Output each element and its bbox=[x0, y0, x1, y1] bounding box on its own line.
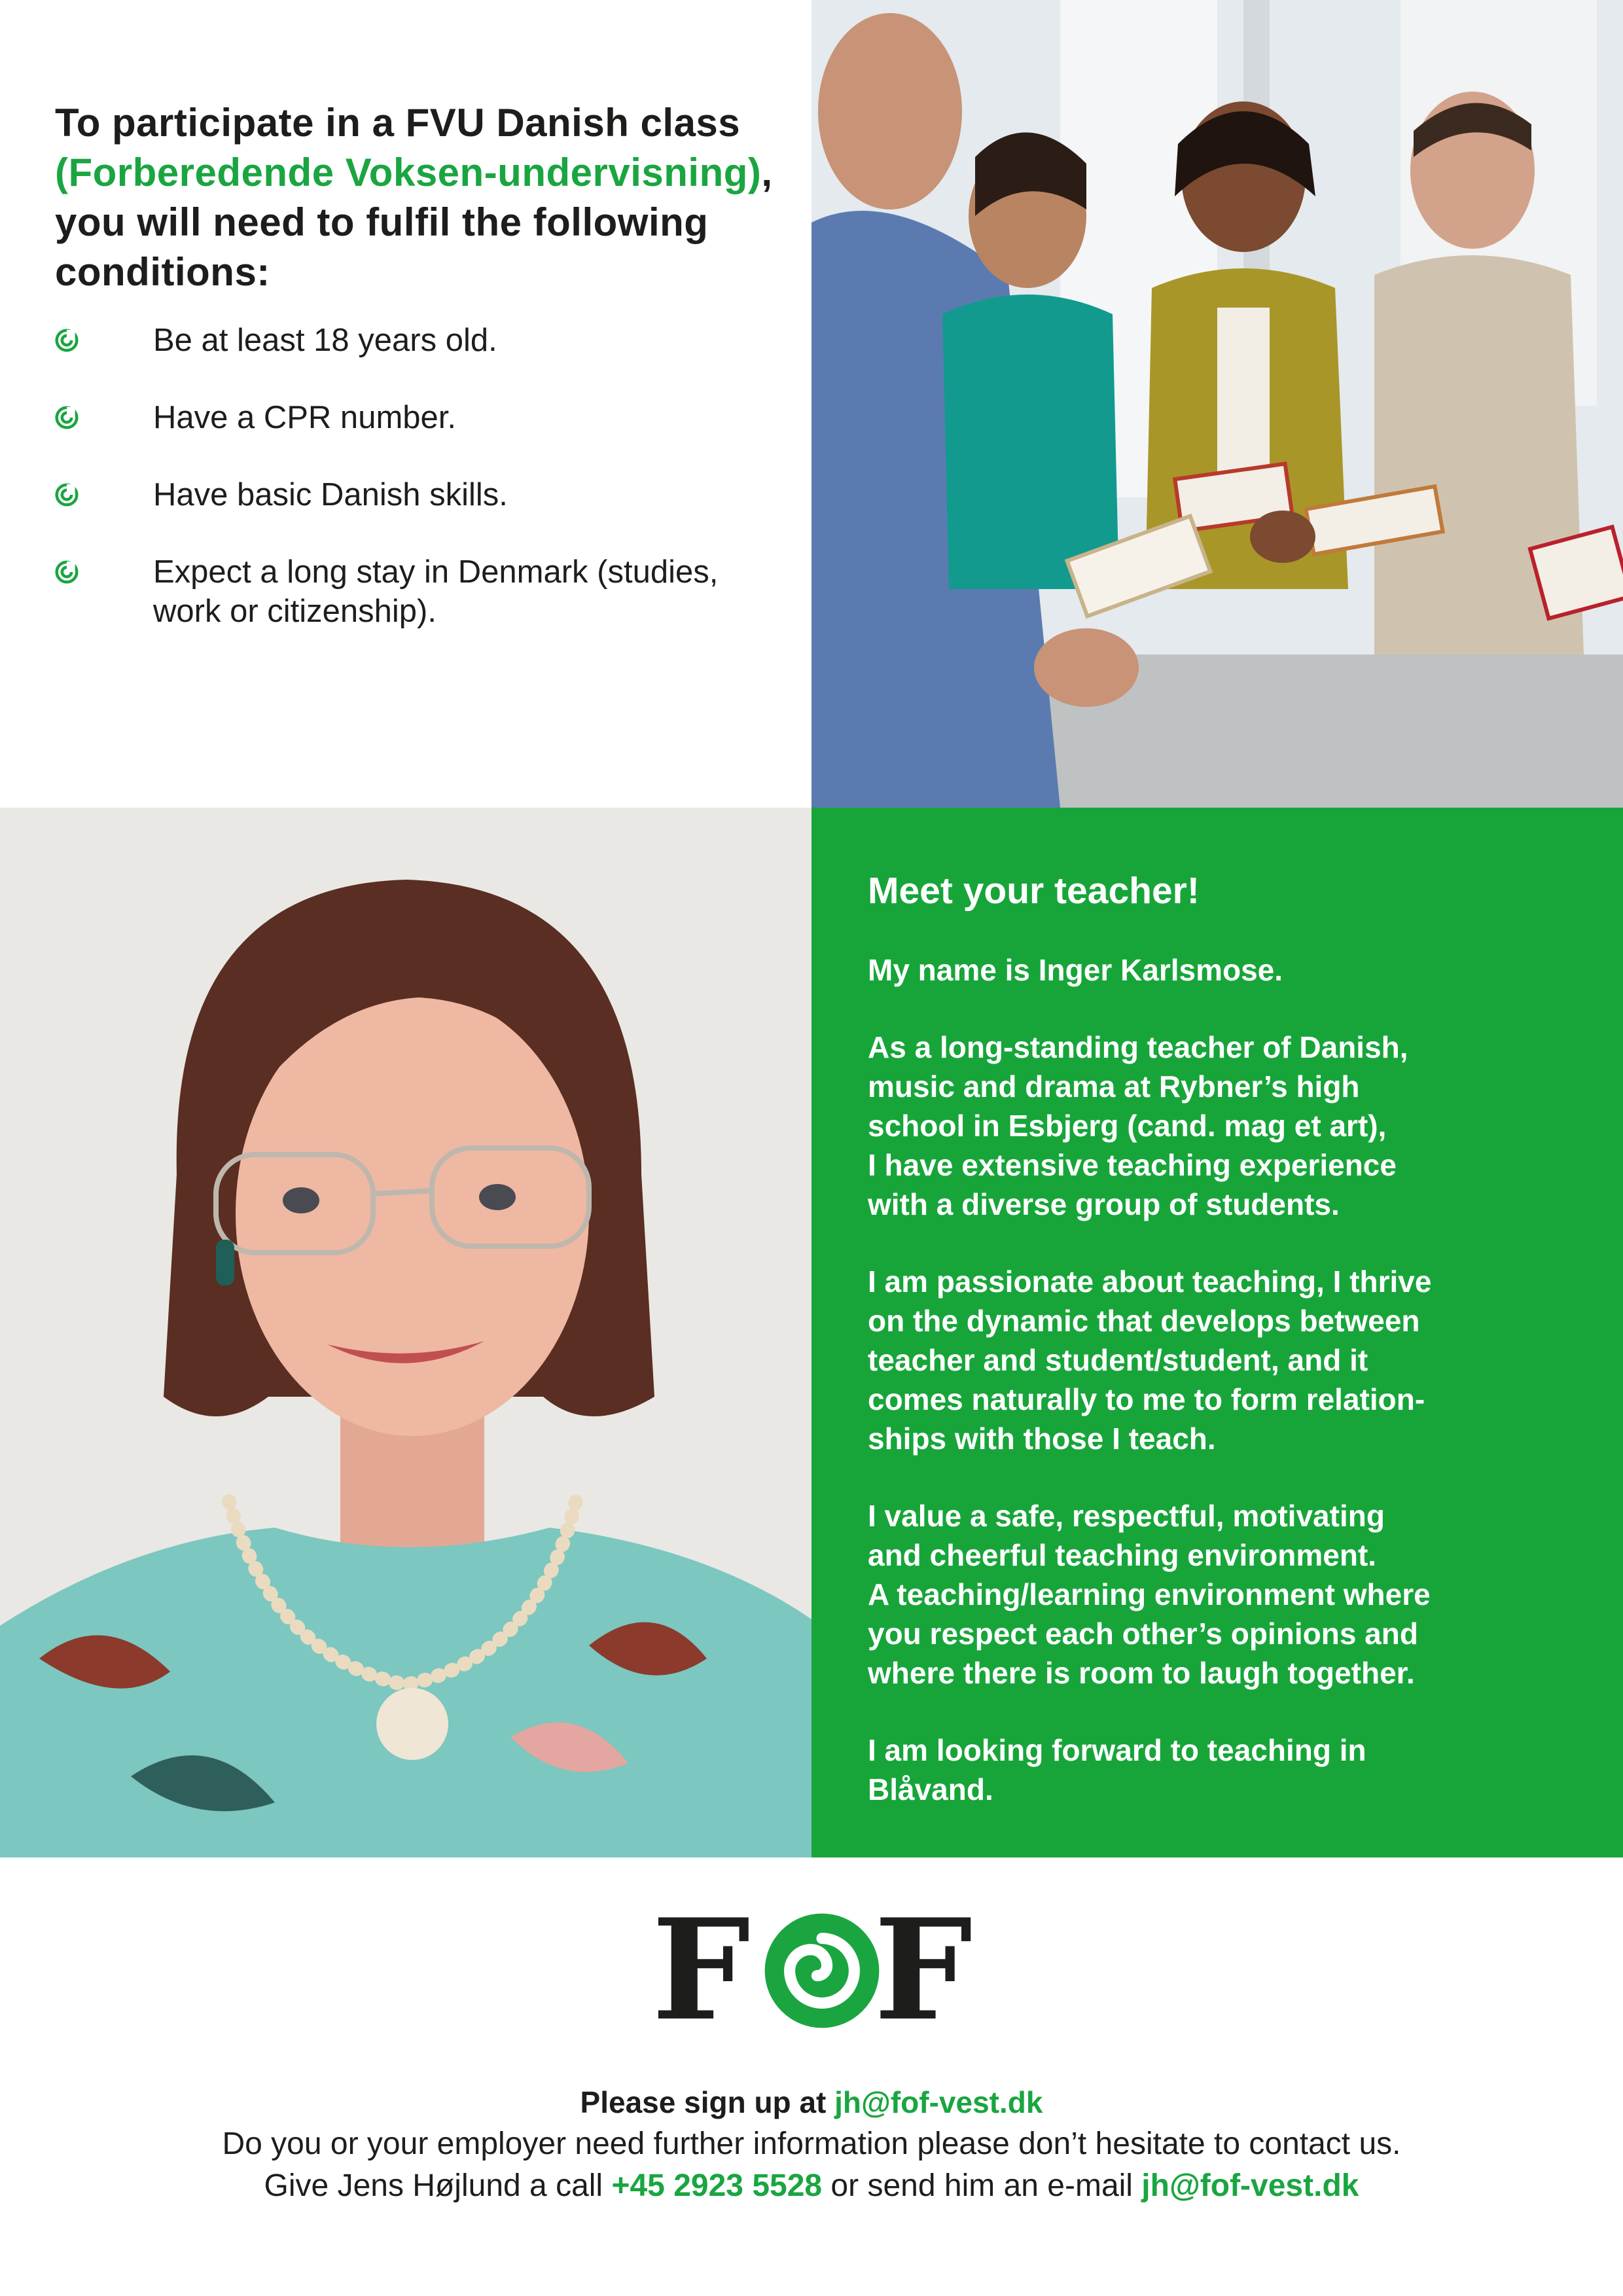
heading-text-2: , you will need to fulfil the following conditions: bbox=[55, 151, 773, 294]
requirement-item bbox=[55, 321, 788, 360]
swirl-bullet-icon bbox=[55, 329, 79, 352]
info-line: Do you or your employer need further information please don’t hesitate to contact us. bbox=[222, 2126, 1401, 2161]
conditions-section bbox=[55, 98, 788, 669]
contact-email-link[interactable]: jh@fof-vest.dk bbox=[1141, 2168, 1359, 2203]
teacher-paragraph: I am looking forward to teaching in Blåvand. bbox=[868, 1733, 1366, 1806]
teacher-info-panel bbox=[812, 808, 1623, 1857]
requirement-text: Expect a long stay in Denmark (studies, work or citizenship). bbox=[153, 554, 719, 629]
portrait-illustration bbox=[0, 808, 812, 1857]
requirements-list bbox=[55, 321, 788, 631]
group-study-photo bbox=[812, 0, 1623, 808]
signup-email-link[interactable]: jh@fof-vest.dk bbox=[834, 2085, 1043, 2119]
swirl-bullet-icon bbox=[55, 483, 79, 507]
conditions-heading bbox=[55, 98, 788, 297]
logo-letter-left: F bbox=[652, 1888, 751, 2051]
teacher-paragraph: My name is Inger Karlsmose. bbox=[868, 953, 1283, 987]
teacher-paragraph: I value a safe, respectful, motivating and cheerful teaching environment. A teaching/learning environment where you respect each other’s opinions and where there is room to laugh together. bbox=[868, 1499, 1431, 1690]
teacher-title: Meet your teacher! bbox=[868, 870, 1200, 912]
phone-link[interactable]: +45 2923 5528 bbox=[611, 2168, 823, 2203]
signup-line bbox=[0, 2081, 1623, 2123]
requirement-text: Have a CPR number. bbox=[153, 400, 456, 435]
teacher-portrait-photo bbox=[0, 808, 812, 1857]
signup-prefix: Please sign up at bbox=[580, 2085, 835, 2119]
logo-letter-right: F bbox=[874, 1888, 972, 2051]
swirl-icon bbox=[760, 1909, 884, 2033]
contact-footer bbox=[0, 2081, 1623, 2207]
requirement-text: Be at least 18 years old. bbox=[153, 323, 497, 358]
fof-logo bbox=[652, 1888, 972, 2051]
heading-text-1: To participate in a FVU Danish class bbox=[55, 101, 741, 145]
requirement-item bbox=[55, 552, 788, 631]
heading-highlight: (Forberedende Voksen-undervisning) bbox=[55, 151, 762, 194]
teacher-paragraph: As a long-standing teacher of Danish, music and drama at Rybner’s high school in Esbjerg (cand. mag et art), I have extensive teaching experience with a diverse group of students. bbox=[868, 1030, 1408, 1221]
teacher-paragraph: I am passionate about teaching, I thrive on the dynamic that develops between teacher and student/student, and it comes naturally to me to form relation- ships with those I teach. bbox=[868, 1265, 1432, 1456]
swirl-bullet-icon bbox=[55, 560, 79, 584]
requirement-item bbox=[55, 398, 788, 437]
call-middle: or send him an e-mail bbox=[822, 2168, 1142, 2203]
requirement-item bbox=[55, 475, 788, 514]
call-line bbox=[0, 2165, 1623, 2207]
requirement-text: Have basic Danish skills. bbox=[153, 477, 508, 512]
group-photo-illustration bbox=[812, 0, 1623, 808]
swirl-bullet-icon bbox=[55, 406, 79, 429]
call-prefix: Give Jens Højlund a call bbox=[264, 2168, 612, 2203]
